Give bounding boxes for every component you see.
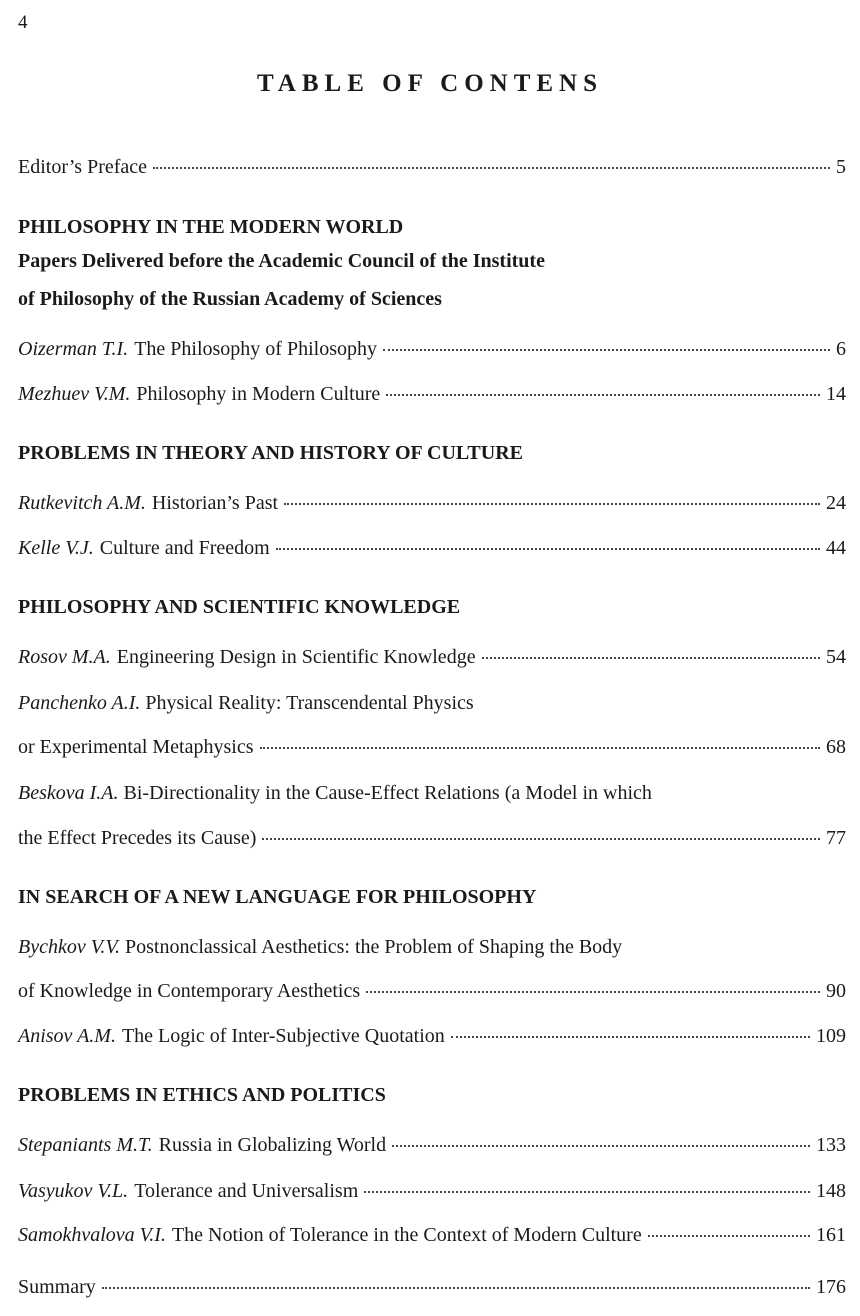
page-ref: 133	[816, 1134, 846, 1156]
toc-entry[interactable]	[18, 1134, 846, 1164]
page-ref: 68	[826, 736, 846, 758]
page-ref: 176	[816, 1276, 846, 1298]
entry-author: Rosov M.A.	[18, 646, 111, 668]
page-ref: 5	[836, 156, 846, 178]
leader-dots	[260, 747, 821, 749]
leader-dots	[276, 548, 820, 550]
entry-title: Historian’s Past	[151, 492, 279, 514]
toc-entry[interactable]	[18, 736, 846, 766]
toc-entry[interactable]	[18, 1180, 846, 1210]
toc-entry-first-line[interactable]	[18, 692, 474, 715]
entry-author: Stepaniants M.T.	[18, 1134, 153, 1156]
toc-entry-summary[interactable]	[18, 1276, 846, 1306]
entry-author: Vasyukov V.L.	[18, 1180, 129, 1202]
leader-dots	[383, 349, 830, 351]
entry-title: The Logic of Inter-Subjective Quotation	[121, 1025, 445, 1047]
section-heading: PHILOSOPHY AND SCIENTIFIC KNOWLEDGE	[18, 596, 461, 618]
entry-author: Kelle V.J.	[18, 537, 94, 559]
entry-author: Bychkov V.V.	[18, 936, 121, 958]
toc-entry[interactable]	[18, 1025, 846, 1055]
entry-title: Engineering Design in Scientific Knowledge	[116, 646, 476, 668]
leader-dots	[102, 1287, 810, 1289]
entry-title: Philosophy in Modern Culture	[136, 383, 381, 405]
entry-title: Culture and Freedom	[99, 537, 270, 559]
leader-dots	[386, 394, 820, 396]
toc-entry[interactable]	[18, 537, 846, 567]
entry-title: Postnonclassical Aesthetics: the Problem of Shaping the Body	[125, 936, 623, 958]
entry-title: Tolerance and Universalism	[134, 1180, 359, 1202]
toc-entry-first-line[interactable]	[18, 936, 622, 959]
leader-dots	[451, 1036, 810, 1038]
section-heading: PHILOSOPHY IN THE MODERN WORLD	[18, 216, 404, 238]
toc-entry[interactable]	[18, 383, 846, 413]
page-title: TABLE OF CONTENS	[256, 70, 604, 97]
page-ref: 14	[826, 383, 846, 405]
entry-title: Editor’s Preface	[18, 156, 148, 178]
page-number: 4	[18, 12, 28, 33]
entry-author: Oizerman T.I.	[18, 338, 129, 360]
page-ref: 54	[826, 646, 846, 668]
entry-title: The Philosophy of Philosophy	[134, 338, 377, 360]
leader-dots	[482, 657, 820, 659]
toc-entry-preface[interactable]	[18, 156, 846, 186]
toc-entry[interactable]	[18, 492, 846, 522]
leader-dots	[392, 1145, 810, 1147]
toc-entry[interactable]	[18, 646, 846, 676]
entry-title-continued: the Effect Precedes its Cause)	[18, 827, 257, 849]
toc-entry[interactable]	[18, 980, 846, 1010]
entry-title: The Notion of Tolerance in the Context of Modern Culture	[171, 1224, 642, 1246]
section-heading: IN SEARCH OF A NEW LANGUAGE FOR PHILOSOPHY	[18, 886, 537, 908]
entry-author: Rutkevitch A.M.	[18, 492, 146, 514]
page-ref: 24	[826, 492, 846, 514]
entry-title-continued: of Knowledge in Contemporary Aesthetics	[18, 980, 361, 1002]
entry-title: Bi-Directionality in the Cause-Effect Relations (a Model in which	[123, 782, 652, 804]
section-subheading: of Philosophy of the Russian Academy of Sciences	[18, 288, 442, 310]
entry-title: Russia in Globalizing World	[158, 1134, 387, 1156]
leader-dots	[364, 1191, 810, 1193]
leader-dots	[648, 1235, 810, 1237]
page-ref: 77	[826, 827, 846, 849]
entry-author: Samokhvalova V.I.	[18, 1224, 166, 1246]
section-heading: PROBLEMS IN THEORY AND HISTORY OF CULTURE	[18, 442, 523, 464]
page-ref: 161	[816, 1224, 846, 1246]
toc-entry[interactable]	[18, 338, 846, 368]
section-subheading: Papers Delivered before the Academic Council of the Institute	[18, 250, 545, 272]
page-ref: 6	[836, 338, 846, 360]
entry-author: Mezhuev V.M.	[18, 383, 131, 405]
toc-entry[interactable]	[18, 1224, 846, 1254]
entry-title-continued: or Experimental Metaphysics	[18, 736, 254, 758]
entry-title: Summary	[18, 1276, 96, 1298]
entry-author: Anisov A.M.	[18, 1025, 116, 1047]
page-ref: 44	[826, 537, 846, 559]
toc-entry-first-line[interactable]	[18, 782, 652, 805]
leader-dots	[366, 991, 820, 993]
page-ref: 148	[816, 1180, 846, 1202]
leader-dots	[153, 167, 830, 169]
entry-author: Beskova I.A.	[18, 782, 119, 804]
leader-dots	[262, 838, 820, 840]
entry-author: Panchenko A.I.	[18, 692, 141, 714]
leader-dots	[284, 503, 820, 505]
page-ref: 90	[826, 980, 846, 1002]
entry-title: Physical Reality: Transcendental Physics	[145, 692, 474, 714]
section-heading: PROBLEMS IN ETHICS AND POLITICS	[18, 1084, 386, 1106]
toc-entry[interactable]	[18, 827, 846, 857]
page-ref: 109	[816, 1025, 846, 1047]
